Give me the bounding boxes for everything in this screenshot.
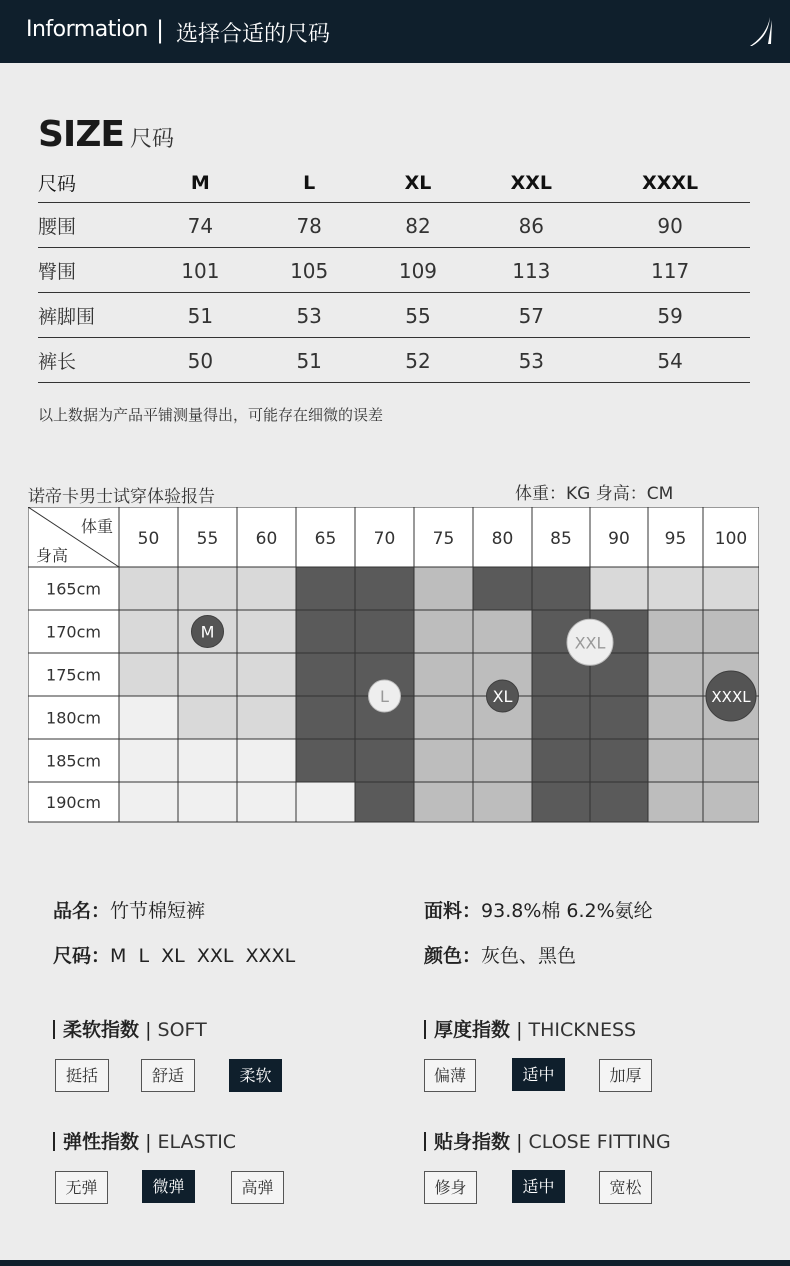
table-cell: 86: [472, 202, 590, 247]
grid-cell: [119, 653, 178, 696]
grid-cell: [296, 567, 355, 610]
color-value: 灰色、黑色: [481, 945, 577, 967]
weight-tick-label: 65: [314, 529, 337, 549]
soft-option-firm: 挺括: [55, 1059, 109, 1092]
height-tick-label: 175cm: [46, 665, 101, 685]
grid-cell: [648, 782, 703, 822]
soft-index-title: [53, 1015, 207, 1042]
title-bar: [53, 1132, 55, 1151]
thickness-option-medium: 适中: [512, 1058, 565, 1091]
grid-cell: [414, 739, 473, 782]
trial-units-label: 体重：KG 身高：CM: [515, 484, 674, 504]
grid-cell: [590, 782, 648, 822]
grid-cell: [532, 782, 590, 822]
table-cell: 113: [472, 247, 590, 292]
product-name-value: 竹节棉短裤: [110, 900, 206, 922]
size-section-title: [38, 114, 174, 155]
product-name-label: 品名：: [53, 900, 111, 922]
table-cell: 105: [255, 247, 364, 292]
row-label: 裤脚围: [38, 292, 146, 337]
elastic-index-title: [53, 1127, 236, 1154]
grid-cell: [178, 567, 237, 610]
table-cell: 101: [146, 247, 255, 292]
grid-cell: [473, 782, 532, 822]
table-cell: 78: [255, 202, 364, 247]
table-cell: 50: [146, 337, 255, 382]
size-badge-label: XXXL: [711, 688, 751, 706]
weight-tick-label: 60: [255, 529, 278, 549]
grid-cell: [237, 696, 296, 739]
size-col-header: M: [146, 162, 255, 202]
table-cell: 59: [590, 292, 750, 337]
fabric-value: 93.8%棉 6.2%氨纶: [481, 900, 653, 922]
table-cell: 53: [255, 292, 364, 337]
grid-cell: [296, 610, 355, 653]
soft-option-comfort: 舒适: [141, 1059, 195, 1092]
title-bar: [424, 1020, 426, 1039]
elastic-option-none: 无弹: [55, 1171, 108, 1204]
thickness-option-thick: 加厚: [599, 1059, 652, 1092]
title-bar: [424, 1132, 426, 1151]
thickness-index-title: [424, 1015, 636, 1042]
corner-weight-label: 体重: [80, 517, 113, 536]
product-size-row: [53, 941, 295, 968]
grid-cell: [178, 782, 237, 822]
header-title-cn: 选择合适的尺码: [176, 22, 331, 47]
table-cell: 51: [255, 337, 364, 382]
height-tick-label: 170cm: [46, 622, 101, 642]
grid-cell: [590, 739, 648, 782]
grid-cell: [414, 696, 473, 739]
table-cell: 52: [364, 337, 473, 382]
measurement-note: 以上数据为产品平铺测量得出，可能存在细微的误差: [38, 406, 384, 424]
header-title-en: Information: [26, 17, 148, 42]
row-label: 臀围: [38, 247, 146, 292]
color-row: [424, 941, 576, 968]
size-badge-label: XL: [492, 687, 513, 706]
title-separator: |: [145, 1019, 152, 1041]
weight-tick-label: 75: [432, 529, 455, 549]
grid-cell: [119, 782, 178, 822]
row-label: 腰围: [38, 202, 146, 247]
grid-cell: [237, 567, 296, 610]
fitting-index-title: [424, 1127, 671, 1154]
title-separator: |: [145, 1131, 152, 1153]
color-label: 颜色：: [424, 945, 482, 967]
thickness-index-label-en: THICKNESS: [528, 1019, 637, 1041]
table-row: [38, 292, 750, 337]
grid-cell: [703, 739, 759, 782]
grid-cell: [703, 567, 759, 610]
trial-report-title: 诺帝卡男士试穿体验报告: [28, 487, 215, 507]
corner-height-label: 身高: [36, 546, 69, 565]
height-tick-label: 180cm: [46, 708, 101, 728]
table-cell: 53: [472, 337, 590, 382]
size-header-row: [38, 162, 750, 202]
grid-cell: [119, 696, 178, 739]
grid-cell: [296, 739, 355, 782]
grid-cell: [119, 567, 178, 610]
grid-cell: [648, 567, 703, 610]
header-bar: [0, 0, 790, 63]
table-row: [38, 337, 750, 382]
title-separator: |: [516, 1131, 523, 1153]
table-cell: 57: [472, 292, 590, 337]
table-cell: 90: [590, 202, 750, 247]
table-row: [38, 247, 750, 292]
product-name-row: [53, 896, 205, 923]
size-header-label: 尺码: [38, 162, 146, 202]
grid-cell: [178, 739, 237, 782]
grid-cell: [648, 610, 703, 653]
grid-cell: [355, 567, 414, 610]
weight-tick-label: 85: [550, 529, 572, 549]
fitting-index-label: 贴身指数: [434, 1131, 511, 1153]
product-size-label: 尺码：: [53, 945, 111, 967]
footer-bar: [0, 1260, 790, 1266]
size-chart-table: [38, 162, 750, 383]
grid-cell: [590, 567, 648, 610]
sail-logo-icon: [748, 16, 774, 48]
size-badge-label: XXL: [574, 633, 606, 653]
grid-cell: [119, 739, 178, 782]
grid-cell: [237, 653, 296, 696]
size-col-header: L: [255, 162, 364, 202]
weight-tick-label: 100: [714, 529, 748, 549]
table-cell: 82: [364, 202, 473, 247]
grid-cell: [355, 782, 414, 822]
grid-cell: [648, 696, 703, 739]
elastic-option-slight: 微弹: [142, 1170, 195, 1203]
soft-index-label: 柔软指数: [63, 1019, 140, 1041]
grid-cell: [703, 610, 759, 653]
title-bar: [53, 1020, 55, 1039]
fabric-label: 面料：: [424, 900, 482, 922]
grid-cell: [414, 782, 473, 822]
grid-cell: [178, 696, 237, 739]
fit-grid: [28, 507, 759, 827]
elastic-option-high: 高弹: [231, 1171, 284, 1204]
fitting-option-regular: 适中: [512, 1170, 565, 1203]
grid-cell: [590, 696, 648, 739]
size-col-header: XXXL: [590, 162, 750, 202]
grid-cell: [296, 653, 355, 696]
fit-grid-svg: [28, 507, 759, 827]
weight-tick-label: 95: [664, 529, 687, 549]
grid-cell: [414, 653, 473, 696]
grid-cell: [414, 610, 473, 653]
grid-cell: [648, 739, 703, 782]
weight-tick-label: 50: [137, 529, 160, 549]
grid-cell: [414, 567, 473, 610]
size-badge-label: M: [200, 622, 215, 642]
size-col-header: XXL: [472, 162, 590, 202]
row-label: 裤长: [38, 337, 146, 382]
table-cell: 109: [364, 247, 473, 292]
grid-cell: [296, 782, 355, 822]
grid-cell: [237, 782, 296, 822]
table-cell: 51: [146, 292, 255, 337]
grid-cell: [178, 653, 237, 696]
table-cell: 54: [590, 337, 750, 382]
header-separator: |: [156, 16, 165, 44]
size-title-cn: 尺码: [130, 127, 175, 152]
table-row: [38, 202, 750, 247]
table-cell: 55: [364, 292, 473, 337]
product-size-value: M L XL XXL XXXL: [110, 945, 296, 967]
elastic-index-label: 弹性指数: [63, 1131, 140, 1153]
grid-cell: [473, 739, 532, 782]
height-tick-label: 165cm: [46, 579, 101, 599]
height-tick-label: 185cm: [46, 751, 101, 771]
weight-tick-label: 80: [491, 529, 514, 549]
grid-cell: [237, 739, 296, 782]
height-tick-label: 190cm: [46, 793, 101, 812]
fitting-index-label-en: CLOSE FITTING: [528, 1131, 671, 1153]
grid-cell: [296, 696, 355, 739]
soft-option-soft: 柔软: [229, 1059, 282, 1092]
thickness-option-thin: 偏薄: [424, 1059, 476, 1092]
table-cell: 74: [146, 202, 255, 247]
fitting-option-loose: 宽松: [599, 1171, 652, 1204]
grid-cell: [532, 739, 590, 782]
size-title-en: SIZE: [38, 114, 125, 155]
elastic-index-label-en: ELASTIC: [157, 1131, 237, 1153]
soft-index-label-en: SOFT: [157, 1019, 207, 1041]
grid-label-bg: [28, 567, 119, 822]
grid-cell: [119, 610, 178, 653]
weight-tick-label: 90: [608, 529, 630, 549]
weight-tick-label: 55: [196, 529, 219, 549]
fabric-row: [424, 896, 653, 923]
grid-cell: [532, 696, 590, 739]
table-cell: 117: [590, 247, 750, 292]
grid-cell: [532, 567, 590, 610]
size-badge-label: L: [380, 687, 389, 706]
thickness-index-label: 厚度指数: [434, 1019, 511, 1041]
grid-cell: [473, 567, 532, 610]
fitting-option-slim: 修身: [424, 1171, 477, 1204]
grid-cell: [648, 653, 703, 696]
grid-cell: [237, 610, 296, 653]
title-separator: |: [516, 1019, 523, 1041]
grid-cell: [355, 610, 414, 653]
grid-cell: [473, 610, 532, 653]
weight-tick-label: 70: [373, 529, 396, 549]
grid-cell: [703, 782, 759, 822]
size-col-header: XL: [364, 162, 473, 202]
grid-cell: [355, 739, 414, 782]
